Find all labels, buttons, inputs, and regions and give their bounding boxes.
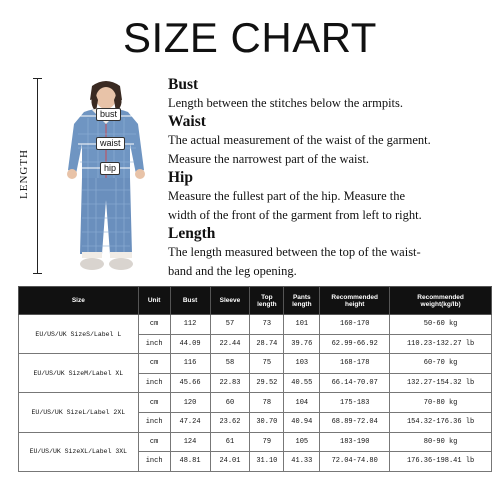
table-cell: 168-178: [320, 354, 390, 374]
table-cell: 110.23-132.27 lb: [390, 334, 492, 354]
table-cell: 23.62: [210, 412, 250, 432]
size-cell: EU/US/UK SizeL/Label 2XL: [19, 393, 139, 432]
table-cell: 70-80 kg: [390, 393, 492, 413]
table-cell: 78: [250, 393, 284, 413]
column-header: Recommended height: [320, 287, 390, 315]
column-header: Pants length: [284, 287, 320, 315]
model-figure: [8, 78, 168, 278]
table-cell: 104: [284, 393, 320, 413]
table-cell: 39.76: [284, 334, 320, 354]
size-table: [18, 286, 492, 472]
table-cell: 68.89-72.04: [320, 412, 390, 432]
table-cell: 44.09: [170, 334, 210, 354]
table-cell: 112: [170, 315, 210, 335]
table-cell: 62.99-66.92: [320, 334, 390, 354]
table-cell: 22.44: [210, 334, 250, 354]
hip-desc-line: Measure the fullest part of the hip. Measure the: [168, 189, 406, 203]
table-cell: 60-70 kg: [390, 354, 492, 374]
table-cell: 101: [284, 315, 320, 335]
length-measure-line: [37, 78, 38, 274]
size-cell: EU/US/UK SizeS/Label L: [19, 315, 139, 354]
page-title: SIZE CHART: [123, 14, 377, 61]
length-label: LENGTH: [18, 149, 30, 199]
table-cell: 79: [250, 432, 284, 452]
table-cell: 132.27-154.32 lb: [390, 373, 492, 393]
table-row: [19, 393, 492, 413]
bust-heading: Bust: [168, 76, 199, 93]
table-cell: 175-183: [320, 393, 390, 413]
size-cell: EU/US/UK SizeXL/Label 3XL: [19, 432, 139, 471]
hip-desc-line: width of the front of the garment from left to right.: [168, 208, 422, 222]
table-cell: 40.55: [284, 373, 320, 393]
table-cell: 66.14-70.07: [320, 373, 390, 393]
table-cell: 45.66: [170, 373, 210, 393]
table-row: [19, 354, 492, 374]
table-cell: 80-90 kg: [390, 432, 492, 452]
column-header: Size: [19, 287, 139, 315]
table-cell: 40.94: [284, 412, 320, 432]
length-heading: Length: [168, 225, 216, 242]
table-cell: 22.83: [210, 373, 250, 393]
table-cell: 72.04-74.80: [320, 452, 390, 472]
table-cell: inch: [138, 373, 170, 393]
table-cell: 160-170: [320, 315, 390, 335]
table-cell: 30.70: [250, 412, 284, 432]
table-cell: 48.81: [170, 452, 210, 472]
table-row: [19, 315, 492, 335]
table-cell: cm: [138, 432, 170, 452]
table-header-row: [19, 287, 492, 315]
table-cell: 73: [250, 315, 284, 335]
length-desc-line: band and the leg opening.: [168, 264, 297, 278]
table-cell: 41.33: [284, 452, 320, 472]
table-cell: cm: [138, 354, 170, 374]
table-cell: 183-190: [320, 432, 390, 452]
waist-desc-line: Measure the narrowest part of the waist.: [168, 152, 369, 166]
table-cell: 105: [284, 432, 320, 452]
table-cell: inch: [138, 334, 170, 354]
table-body: [19, 315, 492, 472]
table-row: [19, 432, 492, 452]
waist-desc-line: The actual measurement of the waist of the garment.: [168, 133, 431, 147]
table-cell: 57: [210, 315, 250, 335]
table-cell: 47.24: [170, 412, 210, 432]
table-cell: 29.52: [250, 373, 284, 393]
table-cell: 75: [250, 354, 284, 374]
table-cell: 116: [170, 354, 210, 374]
table-cell: 120: [170, 393, 210, 413]
measurement-descriptions: [168, 76, 496, 281]
bust-tag: bust: [96, 108, 121, 121]
table-cell: 176.36-198.41 lb: [390, 452, 492, 472]
column-header: Bust: [170, 287, 210, 315]
table-cell: 50-60 kg: [390, 315, 492, 335]
waist-heading: Waist: [168, 113, 206, 130]
hip-tag: hip: [100, 162, 120, 175]
bust-desc-line: Length between the stitches below the armpits.: [168, 96, 404, 110]
table-cell: 60: [210, 393, 250, 413]
hip-heading: Hip: [168, 169, 193, 186]
table-cell: cm: [138, 393, 170, 413]
table-cell: 61: [210, 432, 250, 452]
waist-tag: waist: [96, 137, 125, 150]
table-cell: 103: [284, 354, 320, 374]
table-cell: 124: [170, 432, 210, 452]
column-header: Top length: [250, 287, 284, 315]
column-header: Sleeve: [210, 287, 250, 315]
column-header: Recommended weight(kg/lb): [390, 287, 492, 315]
table-cell: 58: [210, 354, 250, 374]
table-cell: cm: [138, 315, 170, 335]
table-cell: 28.74: [250, 334, 284, 354]
table-cell: inch: [138, 412, 170, 432]
table-cell: 31.10: [250, 452, 284, 472]
length-cap-bottom: [33, 273, 42, 274]
table-cell: inch: [138, 452, 170, 472]
column-header: Unit: [138, 287, 170, 315]
length-desc-line: The length measured between the top of the waist-: [168, 245, 421, 259]
size-cell: EU/US/UK SizeM/Label XL: [19, 354, 139, 393]
table-cell: 24.01: [210, 452, 250, 472]
table-cell: 154.32-176.36 lb: [390, 412, 492, 432]
